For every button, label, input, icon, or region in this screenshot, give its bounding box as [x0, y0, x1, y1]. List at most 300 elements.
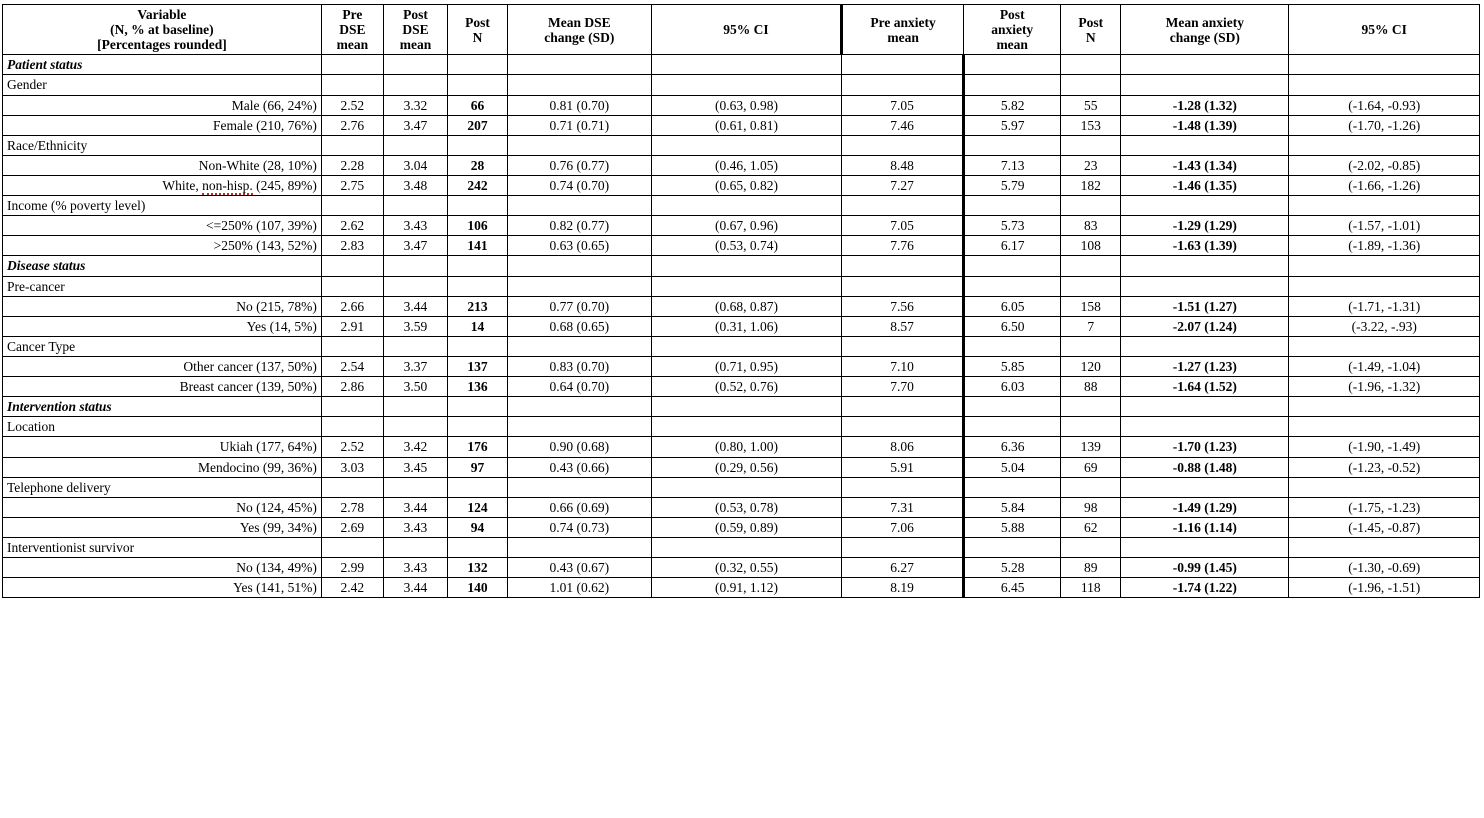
header-pre-dse-line1: Pre [342, 7, 363, 22]
table-cell [383, 55, 447, 75]
table-cell [1289, 196, 1480, 216]
header-mean-dse-change-line2: change (SD) [544, 29, 615, 45]
table-row [3, 256, 1480, 276]
table-cell: 2.52 [321, 95, 383, 115]
table-cell [383, 135, 447, 155]
table-cell: 136 [448, 377, 508, 397]
row-level-label: <=250% (107, 39%) [3, 216, 322, 236]
table-cell [1289, 397, 1480, 417]
table-cell: 140 [448, 578, 508, 598]
header-post-n-anxiety-line2: N [1085, 29, 1096, 45]
table-cell [1121, 477, 1289, 497]
table-cell [507, 55, 651, 75]
table-cell [1061, 55, 1121, 75]
table-row [3, 115, 1480, 135]
header-pre-anxiety-line2: mean [887, 29, 919, 45]
table-cell: 5.97 [963, 115, 1060, 135]
table-cell: -1.48 (1.39) [1121, 115, 1289, 135]
table-cell [321, 55, 383, 75]
table-cell: 3.44 [383, 296, 447, 316]
table-cell: 5.28 [963, 558, 1060, 578]
table-cell [842, 55, 964, 75]
header-post-dse-line3: mean [399, 37, 432, 53]
table-cell: (0.71, 0.95) [651, 356, 841, 376]
table-cell [963, 397, 1060, 417]
table-cell [1061, 196, 1121, 216]
table-cell [1289, 336, 1480, 356]
row-level-label: Other cancer (137, 50%) [3, 356, 322, 376]
table-cell [321, 537, 383, 557]
table-cell [963, 196, 1060, 216]
table-cell: 6.03 [963, 377, 1060, 397]
table-cell: -1.74 (1.22) [1121, 578, 1289, 598]
table-cell: 0.74 (0.70) [507, 175, 651, 195]
table-cell [1061, 135, 1121, 155]
table-cell: 1.01 (0.62) [507, 578, 651, 598]
table-cell [842, 397, 964, 417]
table-cell: (-1.64, -0.93) [1289, 95, 1480, 115]
table-cell: 3.44 [383, 497, 447, 517]
table-cell [383, 477, 447, 497]
table-cell [963, 537, 1060, 557]
table-cell: 2.91 [321, 316, 383, 336]
row-subgroup-label: Interventionist survivor [3, 537, 322, 557]
row-level-label: No (134, 49%) [3, 558, 322, 578]
table-cell: 66 [448, 95, 508, 115]
table-cell [383, 276, 447, 296]
table-cell [1061, 537, 1121, 557]
table-cell: 88 [1061, 377, 1121, 397]
table-cell: (-1.71, -1.31) [1289, 296, 1480, 316]
table-cell [507, 417, 651, 437]
table-cell: (0.53, 0.78) [651, 497, 841, 517]
table-cell: 28 [448, 155, 508, 175]
table-cell: 2.99 [321, 558, 383, 578]
statistics-table [2, 4, 1480, 598]
table-cell: (0.61, 0.81) [651, 115, 841, 135]
table-cell: 98 [1061, 497, 1121, 517]
table-cell: -1.27 (1.23) [1121, 356, 1289, 376]
table-cell: 14 [448, 316, 508, 336]
table-cell: 120 [1061, 356, 1121, 376]
table-cell [1289, 417, 1480, 437]
table-cell: 5.88 [963, 517, 1060, 537]
table-cell [507, 477, 651, 497]
table-row [3, 437, 1480, 457]
table-cell [1289, 256, 1480, 276]
table-cell: 0.43 (0.67) [507, 558, 651, 578]
table-cell: -1.51 (1.27) [1121, 296, 1289, 316]
table-cell [1289, 276, 1480, 296]
table-cell [507, 196, 651, 216]
row-subgroup-label: Income (% poverty level) [3, 196, 322, 216]
table-cell [321, 135, 383, 155]
header-pre-anxiety-mean [842, 5, 964, 55]
table-cell: 124 [448, 497, 508, 517]
table-cell: 213 [448, 296, 508, 316]
row-level-label: Breast cancer (139, 50%) [3, 377, 322, 397]
table-row [3, 75, 1480, 95]
table-cell: -1.43 (1.34) [1121, 155, 1289, 175]
row-subgroup-label: Location [3, 417, 322, 437]
table-cell: 83 [1061, 216, 1121, 236]
table-row [3, 336, 1480, 356]
table-cell: 2.69 [321, 517, 383, 537]
table-cell: 3.04 [383, 155, 447, 175]
table-cell: 8.19 [842, 578, 964, 598]
table-cell [963, 135, 1060, 155]
table-cell: 2.86 [321, 377, 383, 397]
table-cell: 7.46 [842, 115, 964, 135]
table-cell: -1.29 (1.29) [1121, 216, 1289, 236]
row-subgroup-label: Pre-cancer [3, 276, 322, 296]
table-cell: 2.83 [321, 236, 383, 256]
table-cell: 3.43 [383, 558, 447, 578]
table-cell [383, 256, 447, 276]
table-cell: 7.56 [842, 296, 964, 316]
table-cell: (0.29, 0.56) [651, 457, 841, 477]
table-cell [842, 537, 964, 557]
table-cell: 108 [1061, 236, 1121, 256]
table-cell [1289, 537, 1480, 557]
table-row [3, 276, 1480, 296]
table-cell [448, 397, 508, 417]
header-variable-line1: Variable [137, 7, 187, 22]
table-cell: 23 [1061, 155, 1121, 175]
table-cell: 7.31 [842, 497, 964, 517]
table-cell [383, 417, 447, 437]
table-cell [651, 135, 841, 155]
table-row [3, 497, 1480, 517]
row-category-label: Disease status [3, 256, 322, 276]
row-level-label: Female (210, 76%) [3, 115, 322, 135]
table-cell [383, 196, 447, 216]
table-cell: 6.17 [963, 236, 1060, 256]
table-cell: 8.06 [842, 437, 964, 457]
table-cell [1061, 336, 1121, 356]
table-cell [321, 336, 383, 356]
table-cell: 7.06 [842, 517, 964, 537]
header-post-anxiety-line1: Post [999, 7, 1025, 22]
table-cell: 62 [1061, 517, 1121, 537]
header-ci-anxiety-label: 95% CI [1361, 22, 1407, 38]
table-cell: -2.07 (1.24) [1121, 316, 1289, 336]
header-pre-dse-line2: DSE [339, 22, 366, 38]
table-cell: (0.52, 0.76) [651, 377, 841, 397]
table-cell [1061, 75, 1121, 95]
table-row [3, 316, 1480, 336]
table-cell: 2.75 [321, 175, 383, 195]
table-cell: 0.83 (0.70) [507, 356, 651, 376]
table-cell [1061, 397, 1121, 417]
header-post-n-dse-line2: N [472, 29, 483, 45]
table-cell: 7.05 [842, 95, 964, 115]
table-cell [963, 336, 1060, 356]
table-cell [963, 55, 1060, 75]
table-cell: 0.82 (0.77) [507, 216, 651, 236]
table-cell [963, 417, 1060, 437]
table-cell: 2.42 [321, 578, 383, 598]
table-cell [321, 256, 383, 276]
table-cell [507, 135, 651, 155]
table-cell: 3.48 [383, 175, 447, 195]
table-cell: 0.81 (0.70) [507, 95, 651, 115]
table-cell: 182 [1061, 175, 1121, 195]
header-post-anxiety-line2: anxiety [991, 22, 1034, 38]
table-cell [448, 256, 508, 276]
table-cell [1121, 75, 1289, 95]
table-cell [963, 276, 1060, 296]
table-cell: 3.37 [383, 356, 447, 376]
table-cell: 3.03 [321, 457, 383, 477]
table-cell [1061, 256, 1121, 276]
table-cell: 55 [1061, 95, 1121, 115]
table-cell: 69 [1061, 457, 1121, 477]
table-cell [383, 75, 447, 95]
table-cell: (0.63, 0.98) [651, 95, 841, 115]
table-cell: 0.64 (0.70) [507, 377, 651, 397]
table-row [3, 216, 1480, 236]
table-cell [1121, 397, 1289, 417]
table-cell: 5.82 [963, 95, 1060, 115]
table-cell [1061, 477, 1121, 497]
table-cell [448, 276, 508, 296]
table-cell: (0.53, 0.74) [651, 236, 841, 256]
table-cell: 2.54 [321, 356, 383, 376]
table-cell [448, 417, 508, 437]
table-cell: 6.45 [963, 578, 1060, 598]
row-subgroup-label: Gender [3, 75, 322, 95]
table-cell: -1.64 (1.52) [1121, 377, 1289, 397]
header-pre-dse-mean [321, 5, 383, 55]
table-body [3, 55, 1480, 598]
table-cell: 0.77 (0.70) [507, 296, 651, 316]
table-cell: 5.79 [963, 175, 1060, 195]
table-cell [507, 397, 651, 417]
header-post-dse-mean [383, 5, 447, 55]
table-cell: -1.46 (1.35) [1121, 175, 1289, 195]
table-cell [842, 135, 964, 155]
table-cell: (0.31, 1.06) [651, 316, 841, 336]
table-cell: -1.16 (1.14) [1121, 517, 1289, 537]
table-cell: -1.28 (1.32) [1121, 95, 1289, 115]
table-cell: (-1.49, -1.04) [1289, 356, 1480, 376]
table-cell: (0.59, 0.89) [651, 517, 841, 537]
table-cell: (-2.02, -0.85) [1289, 155, 1480, 175]
table-cell: 7 [1061, 316, 1121, 336]
table-cell: 207 [448, 115, 508, 135]
row-level-label: Non-White (28, 10%) [3, 155, 322, 175]
table-cell: 2.28 [321, 155, 383, 175]
table-cell [651, 55, 841, 75]
table-cell: 3.45 [383, 457, 447, 477]
table-cell [448, 75, 508, 95]
table-cell: 132 [448, 558, 508, 578]
table-cell [383, 397, 447, 417]
table-cell [1121, 55, 1289, 75]
row-level-label: White, non-hisp. (245, 89%) [3, 175, 322, 195]
table-cell [651, 397, 841, 417]
table-cell: 7.76 [842, 236, 964, 256]
table-cell: (0.67, 0.96) [651, 216, 841, 236]
table-cell: 3.44 [383, 578, 447, 598]
table-cell: 3.32 [383, 95, 447, 115]
table-cell: 2.62 [321, 216, 383, 236]
table-cell [507, 75, 651, 95]
table-cell [321, 477, 383, 497]
table-cell [1121, 336, 1289, 356]
table-cell: 0.74 (0.73) [507, 517, 651, 537]
table-row [3, 55, 1480, 75]
table-cell: 3.43 [383, 517, 447, 537]
table-cell [651, 256, 841, 276]
table-cell [507, 256, 651, 276]
table-row [3, 296, 1480, 316]
table-cell: (0.46, 1.05) [651, 155, 841, 175]
table-cell: (0.32, 0.55) [651, 558, 841, 578]
header-ci-dse-label: 95% CI [723, 22, 769, 38]
table-cell: 158 [1061, 296, 1121, 316]
table-cell: 139 [1061, 437, 1121, 457]
table-cell: 141 [448, 236, 508, 256]
table-cell: 6.27 [842, 558, 964, 578]
table-cell [963, 75, 1060, 95]
table-cell [842, 276, 964, 296]
header-row [3, 5, 1480, 55]
table-cell [651, 196, 841, 216]
header-post-n-dse [448, 5, 508, 55]
row-level-label: Ukiah (177, 64%) [3, 437, 322, 457]
table-cell [1121, 417, 1289, 437]
table-cell: (-1.90, -1.49) [1289, 437, 1480, 457]
table-cell: 8.57 [842, 316, 964, 336]
table-cell: 118 [1061, 578, 1121, 598]
table-cell: 0.68 (0.65) [507, 316, 651, 336]
header-mean-anxiety-change [1121, 5, 1289, 55]
table-cell [1121, 135, 1289, 155]
table-cell: 3.43 [383, 216, 447, 236]
table-cell: 5.85 [963, 356, 1060, 376]
table-cell: 8.48 [842, 155, 964, 175]
table-cell: 7.27 [842, 175, 964, 195]
table-header [3, 5, 1480, 55]
table-cell [842, 75, 964, 95]
spellcheck-underline: non-hisp. [202, 177, 253, 193]
table-cell [321, 196, 383, 216]
table-row [3, 558, 1480, 578]
table-cell: (0.68, 0.87) [651, 296, 841, 316]
table-cell: 6.50 [963, 316, 1060, 336]
table-cell: 7.10 [842, 356, 964, 376]
table-cell [842, 336, 964, 356]
row-subgroup-label: Telephone delivery [3, 477, 322, 497]
table-cell [651, 75, 841, 95]
table-row [3, 175, 1480, 195]
header-pre-anxiety-line1: Pre anxiety [870, 14, 936, 30]
table-cell [963, 477, 1060, 497]
table-cell [448, 477, 508, 497]
table-cell [963, 256, 1060, 276]
table-cell [1121, 537, 1289, 557]
table-row [3, 537, 1480, 557]
table-cell: 3.50 [383, 377, 447, 397]
table-cell: 0.71 (0.71) [507, 115, 651, 135]
row-subgroup-label: Cancer Type [3, 336, 322, 356]
header-post-n-dse-line1: Post [465, 14, 490, 30]
table-cell [842, 256, 964, 276]
table-cell [651, 537, 841, 557]
table-cell: 0.90 (0.68) [507, 437, 651, 457]
table-cell [1289, 75, 1480, 95]
header-mean-anxiety-change-line1: Mean anxiety [1165, 14, 1245, 30]
table-cell: (-1.89, -1.36) [1289, 236, 1480, 256]
table-row [3, 517, 1480, 537]
table-cell: 137 [448, 356, 508, 376]
table-cell: (0.65, 0.82) [651, 175, 841, 195]
table-cell: 2.78 [321, 497, 383, 517]
row-category-label: Patient status [3, 55, 322, 75]
header-mean-anxiety-change-line2: change (SD) [1169, 29, 1240, 45]
table-cell [507, 276, 651, 296]
row-level-label: Yes (14, 5%) [3, 316, 322, 336]
table-cell [448, 55, 508, 75]
row-level-label: Mendocino (99, 36%) [3, 457, 322, 477]
table-cell [1289, 135, 1480, 155]
table-cell: (-1.66, -1.26) [1289, 175, 1480, 195]
table-cell [383, 336, 447, 356]
table-row [3, 196, 1480, 216]
header-variable-line2: (N, % at baseline) [110, 22, 214, 38]
table-cell [383, 537, 447, 557]
table-row [3, 377, 1480, 397]
table-cell: 5.04 [963, 457, 1060, 477]
table-cell [1121, 256, 1289, 276]
header-post-anxiety-mean [963, 5, 1060, 55]
table-cell [651, 417, 841, 437]
table-cell [1289, 55, 1480, 75]
header-mean-dse-change-line1: Mean DSE [547, 14, 611, 30]
table-cell: (-3.22, -.93) [1289, 316, 1480, 336]
table-cell: -1.70 (1.23) [1121, 437, 1289, 457]
table-cell [321, 75, 383, 95]
table-cell: 2.76 [321, 115, 383, 135]
table-cell [1289, 477, 1480, 497]
table-cell: 5.84 [963, 497, 1060, 517]
table-cell: 176 [448, 437, 508, 457]
table-cell: 7.70 [842, 377, 964, 397]
table-cell [321, 397, 383, 417]
header-ci-anxiety [1289, 5, 1480, 55]
row-level-label: No (124, 45%) [3, 497, 322, 517]
table-cell: 97 [448, 457, 508, 477]
table-row [3, 356, 1480, 376]
table-cell: 7.05 [842, 216, 964, 236]
row-level-label: >250% (143, 52%) [3, 236, 322, 256]
table-cell: 2.66 [321, 296, 383, 316]
table-cell: -0.99 (1.45) [1121, 558, 1289, 578]
table-cell [448, 135, 508, 155]
table-cell [842, 417, 964, 437]
table-cell [321, 417, 383, 437]
table-cell [651, 336, 841, 356]
table-cell [448, 336, 508, 356]
table-cell: 7.13 [963, 155, 1060, 175]
table-cell [448, 196, 508, 216]
table-row [3, 95, 1480, 115]
header-post-n-anxiety [1061, 5, 1121, 55]
table-cell: 3.47 [383, 115, 447, 135]
table-cell [651, 477, 841, 497]
